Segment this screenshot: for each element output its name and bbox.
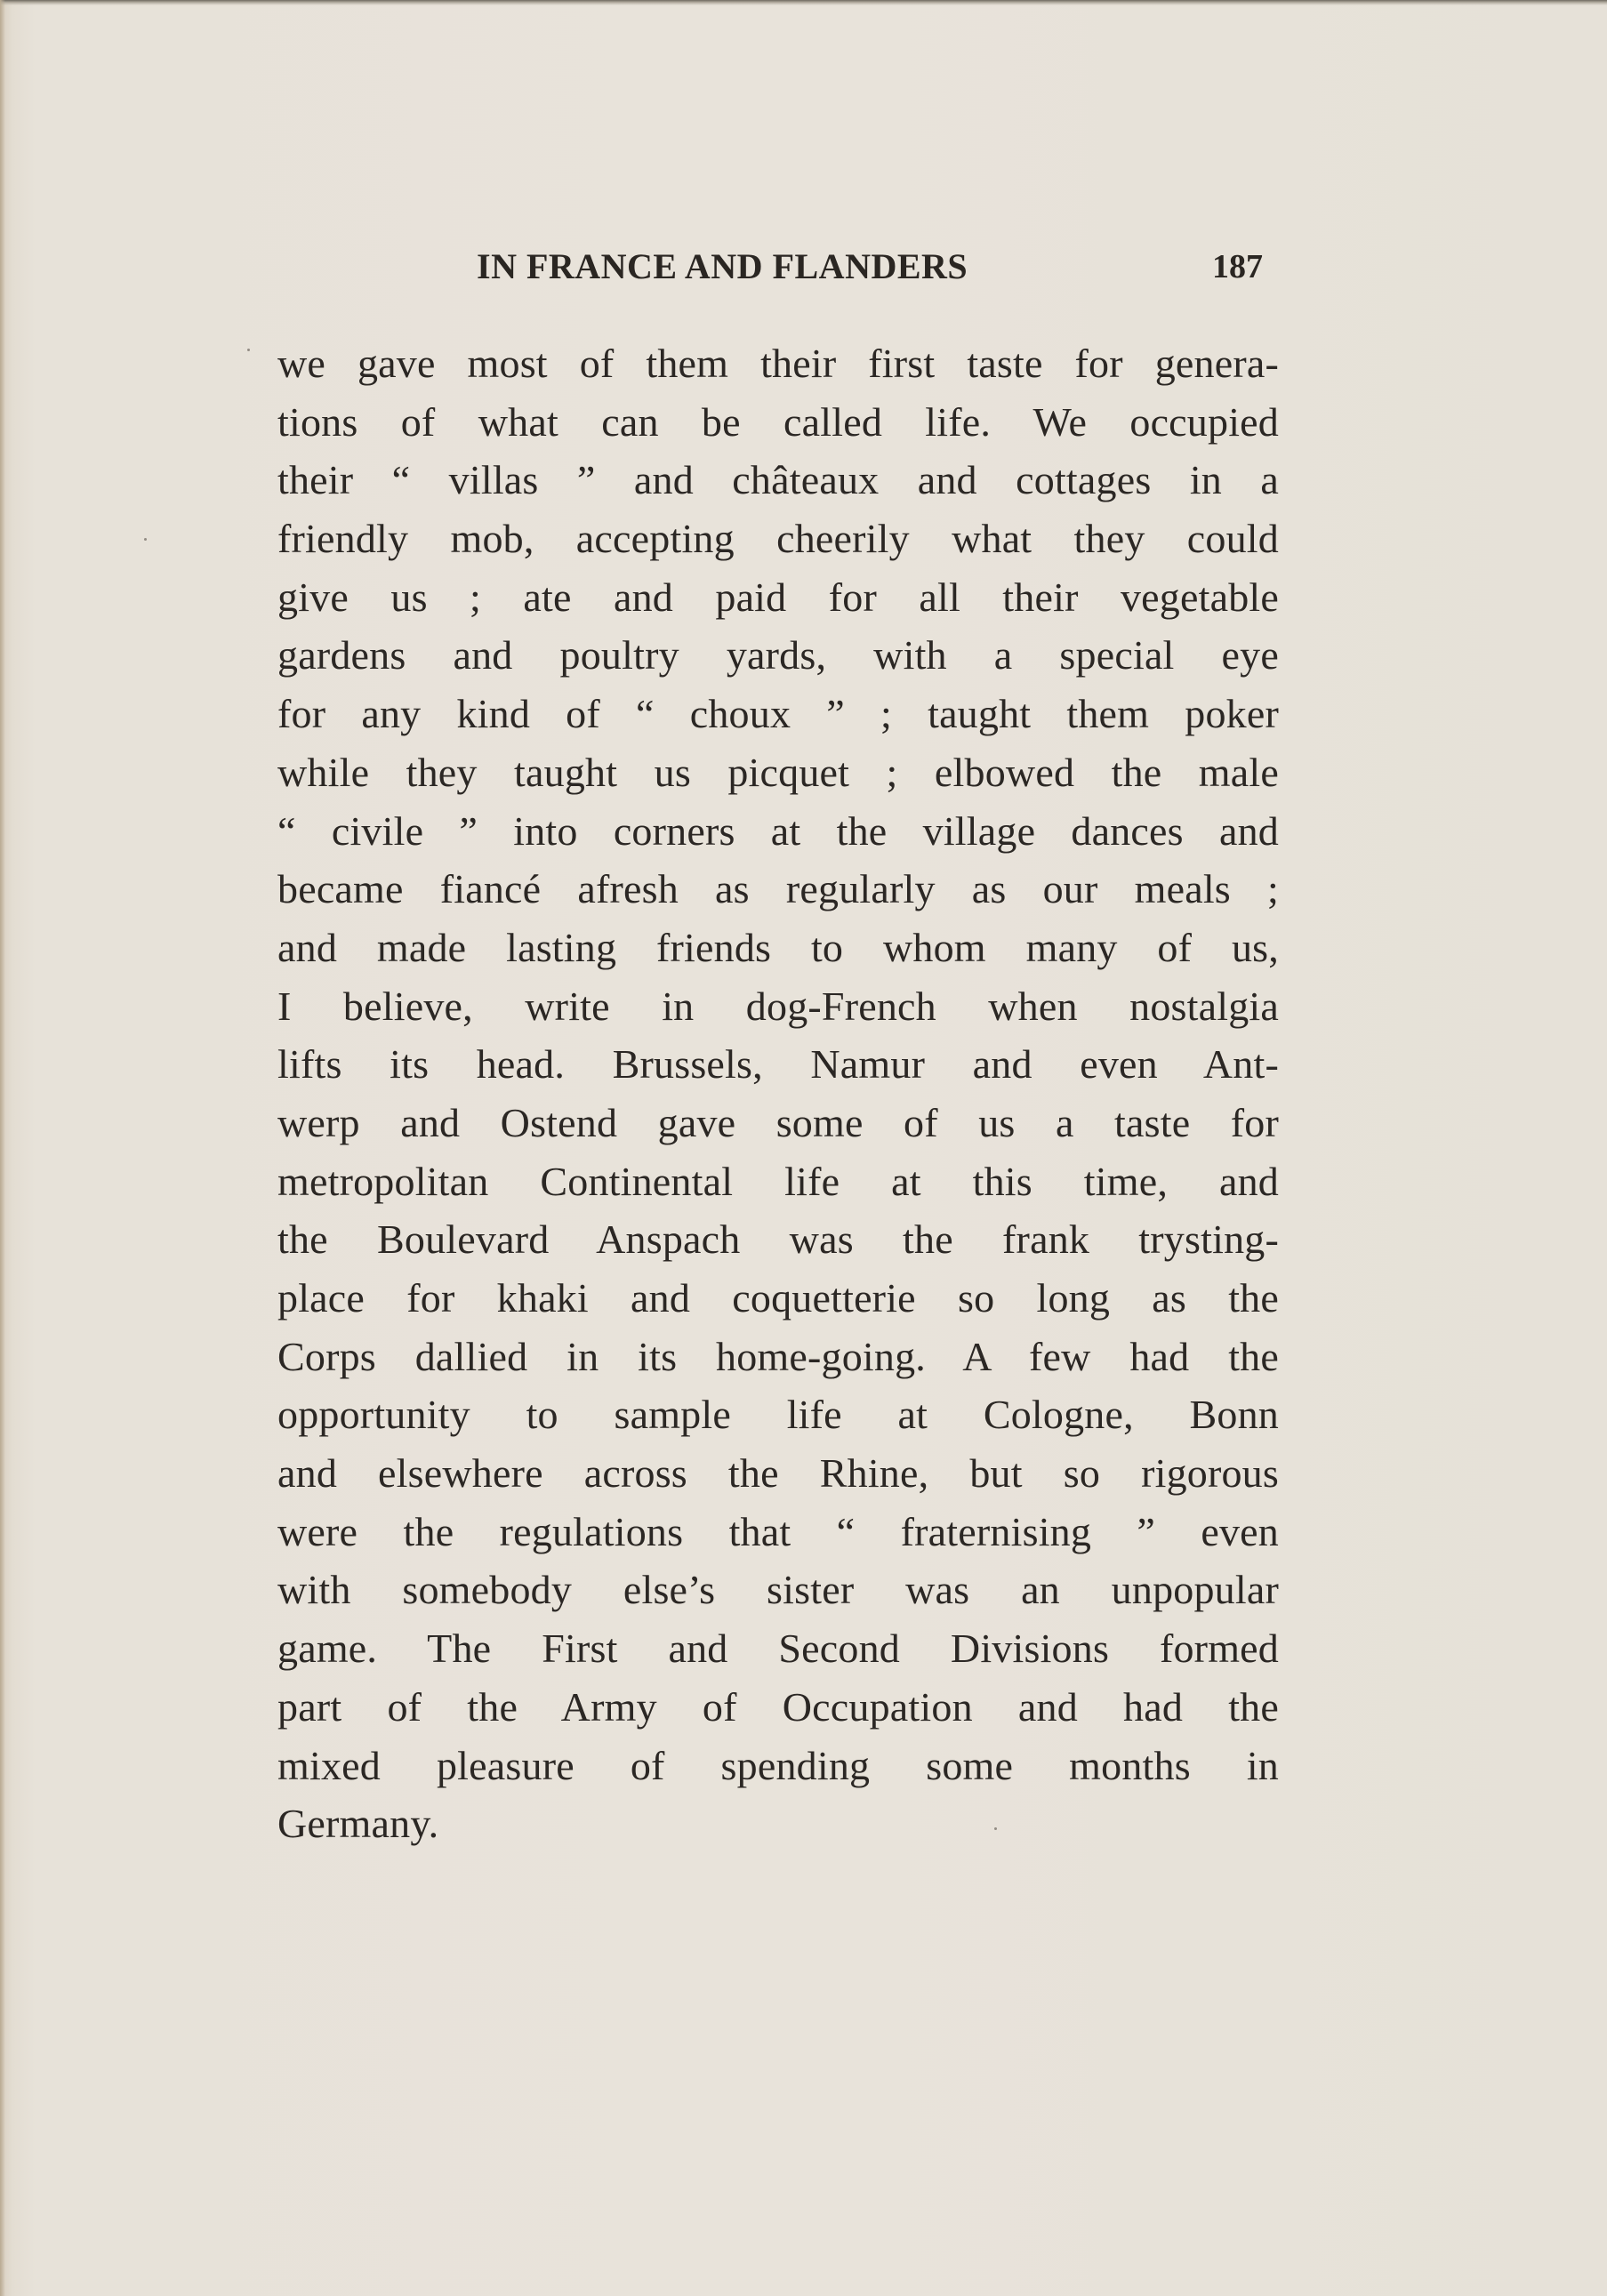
paper-speck xyxy=(994,1827,997,1830)
text-line: part of the Army of Occupation and had the xyxy=(277,1683,1279,1730)
text-line: gardens and poultry yards, with a special eye xyxy=(277,632,1279,678)
text-line: were the regulations that “ fraternising ” even xyxy=(277,1508,1279,1554)
text-line: opportunity to sample life at Cologne, Bonn xyxy=(277,1392,1279,1438)
text-line: with somebody else’s sister was an unpopular xyxy=(277,1567,1279,1613)
text-line: and elsewhere across the Rhine, but so rigorous xyxy=(277,1450,1279,1497)
text-line: friendly mob, accepting cheerily what they could xyxy=(277,516,1279,562)
paper-speck xyxy=(144,538,147,541)
text-line: and made lasting friends to whom many of us, xyxy=(277,924,1279,970)
text-line: Corps dallied in its home-going. A few had the xyxy=(277,1333,1279,1379)
body-paragraph xyxy=(277,334,1279,1853)
page-number: 187 xyxy=(1212,248,1263,285)
page-top-edge xyxy=(0,0,1607,5)
page-spine-edge xyxy=(0,0,5,2296)
running-title: IN FRANCE AND FLANDERS xyxy=(477,246,968,286)
paper-speck xyxy=(247,349,250,351)
text-line: werp and Ostend gave some of us a taste for xyxy=(277,1099,1279,1145)
text-line: Germany. xyxy=(277,1801,439,1847)
text-line: for any kind of “ choux ” ; taught them poker xyxy=(277,691,1279,737)
text-line: the Boulevard Anspach was the frank trysting- xyxy=(277,1216,1279,1263)
text-line: metropolitan Continental life at this time, and xyxy=(277,1158,1279,1204)
text-line: tions of what can be called life. We occupied xyxy=(277,398,1279,445)
text-line: while they taught us picquet ; elbowed the male xyxy=(277,749,1279,795)
running-header xyxy=(477,245,1286,299)
text-line: mixed pleasure of spending some months in xyxy=(277,1742,1279,1788)
text-line: became fiancé afresh as regularly as our meals ; xyxy=(277,866,1279,912)
text-line: “ civile ” into corners at the village dances and xyxy=(277,807,1279,854)
text-line: I believe, write in dog-French when nostalgia xyxy=(277,983,1279,1029)
text-line: their “ villas ” and châteaux and cottages in a xyxy=(277,457,1279,503)
text-line: lifts its head. Brussels, Namur and even Ant- xyxy=(277,1041,1279,1088)
text-line: game. The First and Second Divisions formed xyxy=(277,1626,1279,1672)
text-line: give us ; ate and paid for all their vegetable xyxy=(277,574,1279,620)
text-line: place for khaki and coquetterie so long as the xyxy=(277,1275,1279,1321)
text-line: we gave most of them their first taste for genera- xyxy=(277,341,1279,386)
